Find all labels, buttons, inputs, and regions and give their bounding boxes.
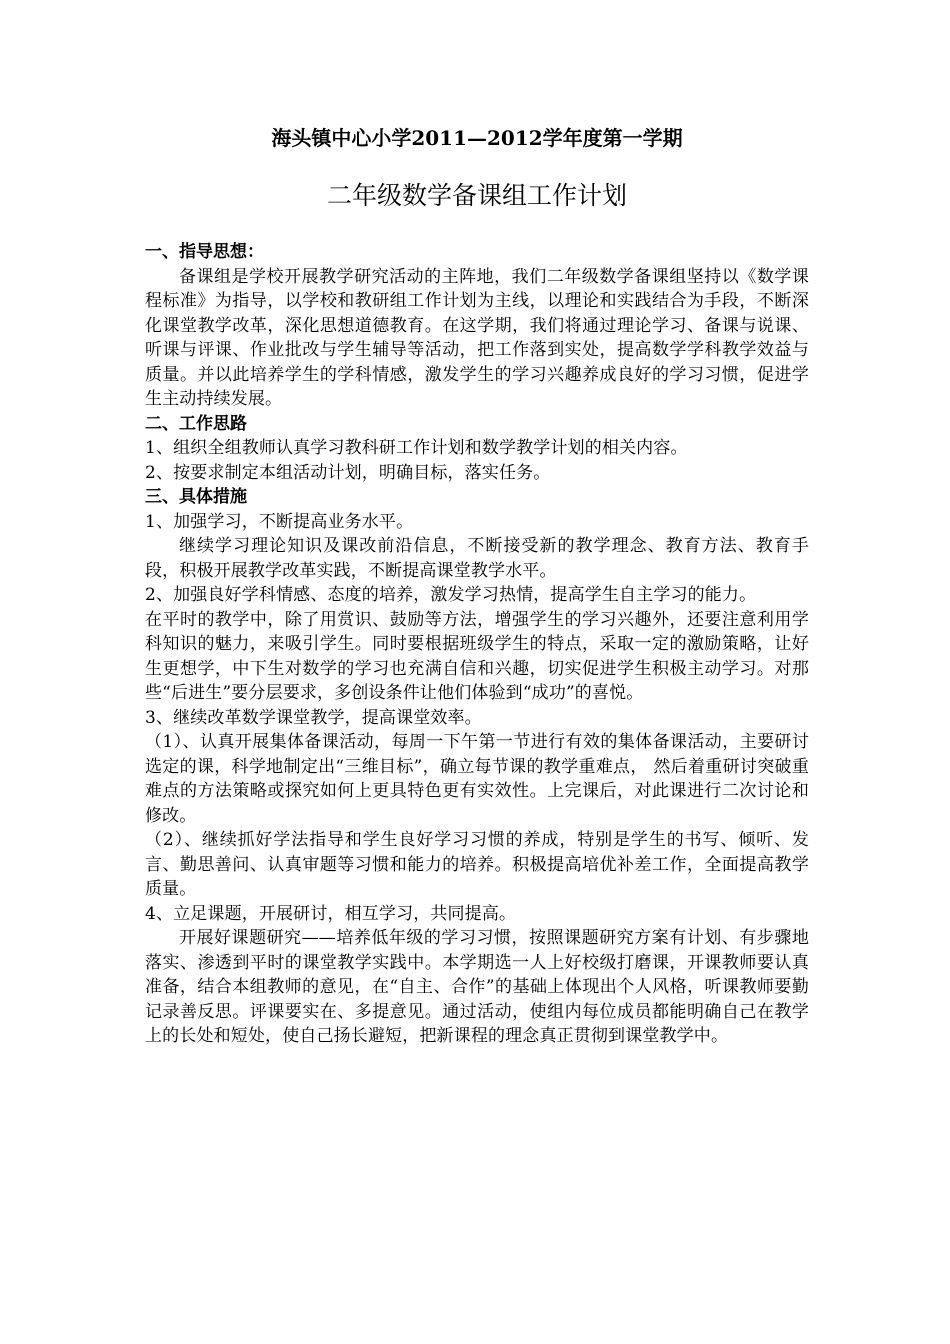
paragraph: 开展好课题研究——培养低年级的学习习惯，按照课题研究方案有计划、有步骤地落实、渗透到平时的课堂教学实践中。本学期选一人上好校级打磨课，开课教师要认真准备，结合本组教师的意见，在“自主、合作”的基础上体现出个人风格，听课教师要勤记录善反思。评课要实在、多提意见。通过活动，使组内每位成员都能明确自己在教学上的长处和短处，使自己扬长避短，把新课程的理念真正贯彻到课堂教学中。 (145, 928, 809, 1046)
paragraph: 4、立足课题，开展研讨，相互学习，共同提高。 (145, 903, 517, 924)
document-title-plan: 二年级数学备课组工作计划 (326, 181, 627, 210)
paragraph: 备课组是学校开展教学研究活动的主阵地，我们二年级数学备课组坚持以《数学课程标准》为指导，以学校和教研组工作计划为主线，以理论和实践结合为手段，不断深化课堂教学改革，深化思想道德教育。在这学期，我们将通过理论学习、备课与说课、听课与评课、作业批改与学生辅导等活动，把工作落到实处，提高数学学科教学效益与质量。并以此培养学生的学科情感，激发学生的学习兴趣养成良好的学习习惯，促进学生主动持续发展。 (145, 266, 809, 409)
paragraph: 继续学习理论知识及课改前沿信息，不断接受新的教学理念、教育方法、教育手段，积极开展教学改革实践，不断提高课堂教学水平。 (145, 536, 809, 581)
paragraph: 2、加强良好学科情感、态度的培养，激发学习热情，提高学生自主学习的能力。 (145, 585, 757, 605)
section-heading: 二、工作思路 (145, 413, 247, 434)
section-specific-measures (145, 485, 809, 1049)
paragraph: 1、组织全组教师认真学习教科研工作计划和数学教学计划的相关内容。 (145, 438, 688, 458)
section-heading: 三、具体措施 (145, 487, 247, 507)
section-guiding-ideology (145, 240, 809, 412)
document-title-school-term: 海头镇中心小学2011—2012学年度第一学期 (271, 126, 683, 150)
paragraph: 在平时的教学中，除了用赏识、鼓励等方法，增强学生的学习兴趣外，还要注意利用学科知识的魅力，来吸引学生。同时要根据班级学生的特点，采取一定的激励策略，让好生更想学，中下生对数学的学习也充满自信和兴趣，切实促进学生积极主动学习。对那些“后进生”要分层要求，多创设条件让他们体验到“成功”的喜悦。 (145, 609, 809, 703)
section-work-approach (145, 412, 809, 486)
document-page (145, 118, 809, 1049)
paragraph: 3、继续改革数学课堂教学，提高课堂效率。 (145, 707, 482, 728)
paragraph: （2）、继续抓好学法指导和学生良好学习习惯的养成，特别是学生的书写、倾听、发言、勤思善问、认真审题等习惯和能力的培养。积极提高培优补差工作，全面提高教学质量。 (145, 830, 809, 899)
section-heading: 一、指导思想： (145, 242, 264, 262)
paragraph: （1）、认真开展集体备课活动，每周一下午第一节进行有效的集体备课活动，主要研讨选定的课，科学地制定出“三维目标”，确立每节课的教学重难点， 然后着重研讨突破重难点的方法策略或探究如何上更具特色更有实效性。上完课后，对此课进行二次讨论和修改。 (145, 732, 809, 826)
paragraph: 1、加强学习，不断提高业务水平。 (145, 511, 414, 532)
paragraph: 2、按要求制定本组活动计划，明确目标，落实任务。 (145, 462, 551, 483)
